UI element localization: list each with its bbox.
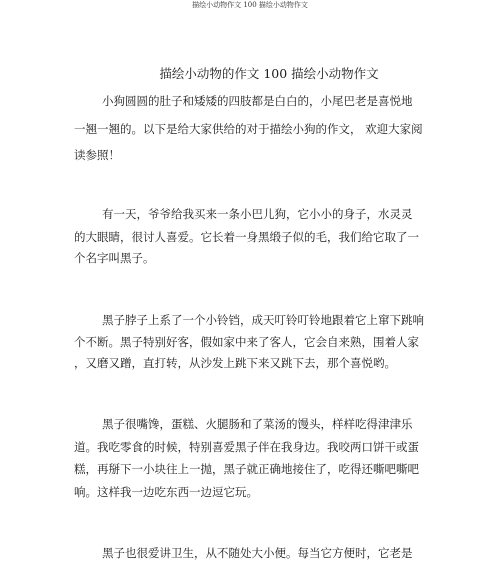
text-line: 响。这样我一边吃东西一边逗它玩。 — [74, 485, 258, 499]
text-line: 的大眼睛，很讨人喜爱。它长着一身黑缎子似的毛，我们给它取了一 — [74, 230, 419, 244]
text-line: 读参照！ — [74, 148, 120, 162]
text-line: 道。我吃零食的时候，特别喜爱黑子伴在我身边。我咬两口饼干或蛋 — [74, 440, 419, 454]
text-line: 个名字叫黑子。 — [74, 251, 155, 265]
document-title: 描绘小动物的作文 100 描绘小动物作文 — [159, 66, 379, 81]
running-header: 描绘小动物作文 100 描绘小动物作文 — [192, 1, 308, 9]
text-line: 小狗圆圆的肚子和矮矮的四肢都是白白的，小尾巴老是喜悦地 — [102, 94, 413, 108]
text-line: 糕，再掰下一小块往上一抛，黑子就正确地接住了，吃得还嘶吧嘶吧 — [74, 462, 419, 476]
text-line: ，又磨又蹭，直打转，从沙发上跳下来又跳下去，那个喜悦哟。 — [74, 356, 396, 370]
text-line: 个不断。黑子特别好客，假如家中来了客人，它会自来熟，围着人家 — [74, 335, 419, 349]
text-line: 黑子很嘴馋，蛋糕、火腿肠和了菜汤的馒头，样样吃得津津乐 — [102, 417, 413, 431]
text-line: 有一天，爷爷给我买来一条小巴儿狗，它小小的身子，水灵灵 — [102, 207, 413, 221]
text-line: 一翘一翘的。以下是给大家供给的对于描绘小狗的作文， 欢迎大家阅 — [74, 122, 423, 136]
text-line: 黑子也很爱讲卫生，从不随处大小便。每当它方便时，它老是 — [102, 546, 413, 560]
text-line: 黑子脖子上系了一个小铃铛，成天叮铃叮铃地跟着它上窜下跳响 — [102, 313, 424, 327]
